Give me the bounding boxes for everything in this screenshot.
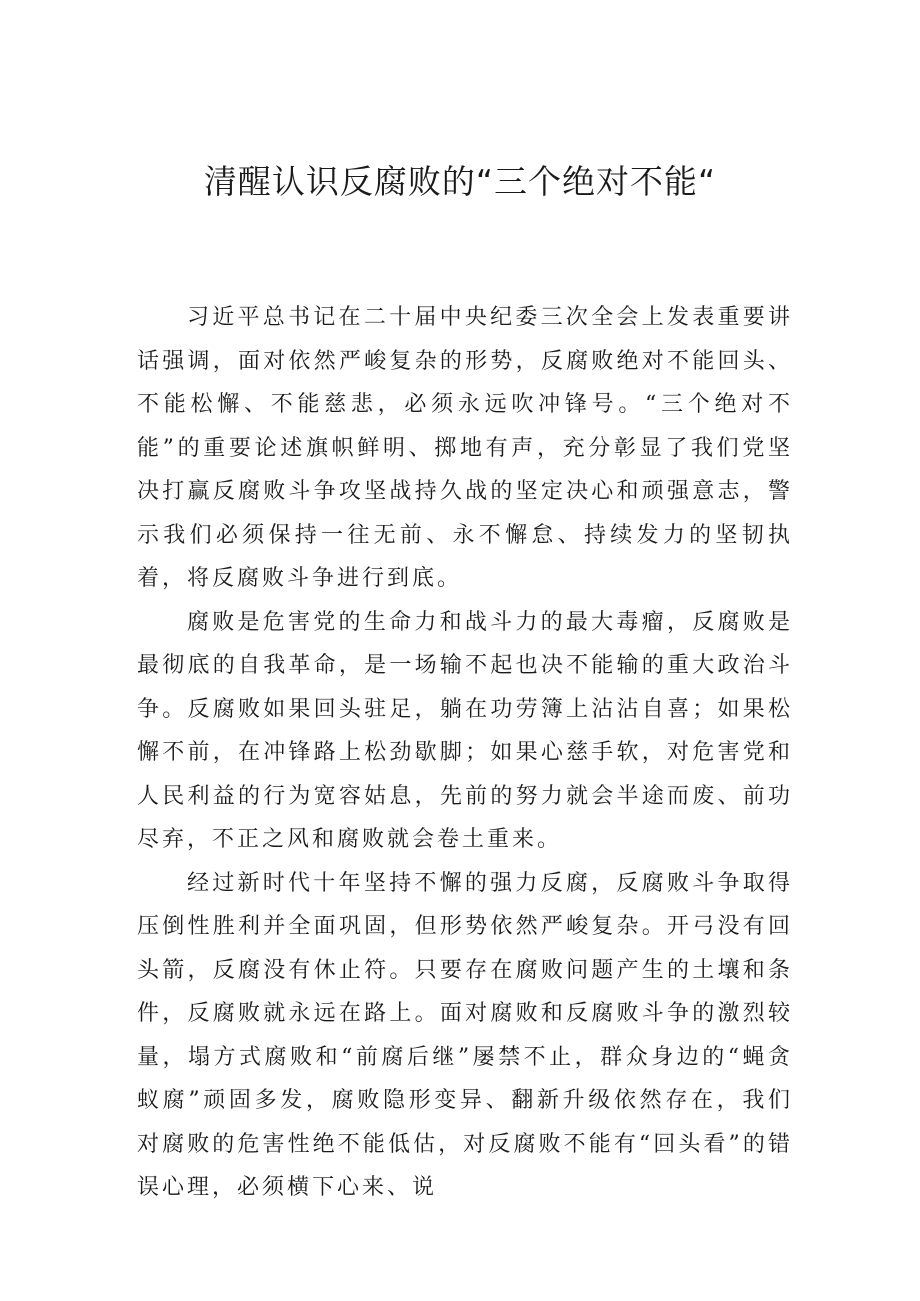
document-title: 清醒认识反腐败的“三个绝对不能“ [203,162,717,201]
paragraph-1: 习近平总书记在二十届中央纪委三次全会上发表重要讲话强调，面对依然严峻复杂的形势，反腐败绝对不能回头、不能松懈、不能慈悲，必须永远吹冲锋号。“三个绝对不能”的重要论述旗帜鲜明、掷地有声，充分彰显了我们党坚决打赢反腐败斗争攻坚战持久战的坚定决心和顽强意志，警示我们必须保持一往无前、永不懈怠、持续发力的坚韧执着，将反腐败斗争进行到底。 [137,305,793,591]
paragraph-3: 经过新时代十年坚持不懈的强力反腐，反腐败斗争取得压倒性胜利并全面巩固，但形势依然严峻复杂。开弓没有回头箭，反腐没有休止符。只要存在腐败问题产生的土壤和条件，反腐败就永远在路上。面对腐败和反腐败斗争的激烈较量，塌方式腐败和“前腐后继”屡禁不止，群众身边的“蝇贪蚁腐”顽固多发，腐败隐形变异、翻新升级依然存在，我们对腐败的危害性绝不能低估，对反腐败不能有“回头看”的错误心理，必须横下心来、说 [137,870,793,1200]
document-body [137,296,793,1210]
paragraph-2: 腐败是危害党的生命力和战斗力的最大毒瘤，反腐败是最彻底的自我革命，是一场输不起也决不能输的重大政治斗争。反腐败如果回头驻足，躺在功劳簿上沾沾自喜；如果松懈不前，在冲锋路上松劲歇脚；如果心慈手软，对危害党和人民利益的行为宽容姑息，先前的努力就会半途而废、前功尽弃，不正之风和腐败就会卷土重来。 [137,609,793,852]
